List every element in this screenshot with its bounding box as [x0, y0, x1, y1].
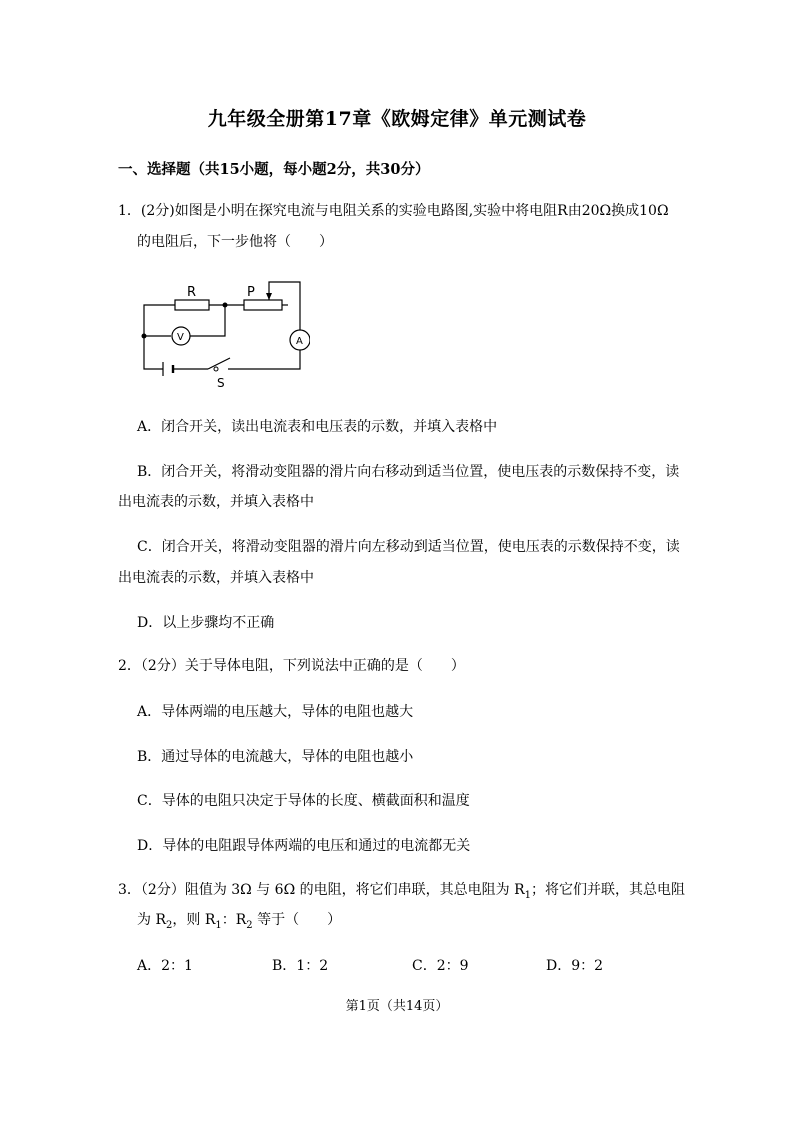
- question-1-stem-line2: 的电阻后，下一步他将（ ）: [137, 234, 333, 250]
- resistor-r-label: R: [187, 285, 197, 300]
- q2-option-d: D．导体的电阻跟导体两端的电压和通过的电流都无关: [137, 838, 471, 854]
- resistor-r: [175, 300, 209, 310]
- q2-option-b: B．通过导体的电流越大，导体的电阻也越小: [137, 749, 414, 765]
- q1-option-a: A．闭合开关，读出电流表和电压表的示数，并填入表格中: [137, 419, 498, 435]
- section-heading: 一、选择题（共15小题，每小题2分，共30分）: [118, 161, 430, 178]
- ammeter-label: A: [296, 336, 303, 347]
- q1-option-b-line2: 出电流表的示数，并填入表格中: [118, 494, 314, 510]
- q1-option-b-line1: B．闭合开关，将滑动变阻器的滑片向右移动到适当位置，使电压表的示数保持不变，读: [137, 464, 680, 480]
- switch: [208, 358, 230, 369]
- q1-option-c-line2: 出电流表的示数，并填入表格中: [118, 570, 314, 586]
- q3-option-a: A．2：1: [137, 958, 193, 974]
- page-footer: 第1页（共14页）: [345, 999, 449, 1014]
- page-title: 九年级全册第17章《欧姆定律》单元测试卷: [207, 108, 587, 130]
- question-1-stem-line1: 1．(2分)如图是小明在探究电流与电阻关系的实验电路图,实验中将电阻R由20Ω换成10Ω: [118, 203, 669, 219]
- question-3-stem-line2: 为 $R_2$，则 $R_1$：$R_2$ 等于（ ）: [137, 912, 342, 931]
- rheostat-p-label: P: [247, 285, 255, 300]
- circuit-diagram: [130, 278, 310, 388]
- q1-option-d: D．以上步骤均不正确: [137, 615, 275, 631]
- question-3-stem-line1: 3．（2分）阻值为 3Ω 与 6Ω 的电阻，将它们串联，其总电阻为 $R_1$；将它们并联，其总电阻: [118, 882, 686, 901]
- voltmeter-label: V: [177, 332, 184, 343]
- question-2-stem: 2．（2分）关于导体电阻，下列说法中正确的是（ ）: [118, 658, 465, 674]
- q3-option-b: B．1：2: [272, 958, 329, 974]
- q3-option-c: C．2：9: [412, 958, 469, 974]
- q2-option-c: C．导体的电阻只决定于导体的长度、横截面积和温度: [137, 793, 470, 809]
- q3-option-d: D．9：2: [546, 958, 604, 974]
- switch-s-label: S: [217, 376, 225, 388]
- rheostat: [244, 300, 282, 310]
- q2-option-a: A．导体两端的电压越大，导体的电阻也越大: [137, 704, 414, 720]
- q1-option-c-line1: C．闭合开关，将滑动变阻器的滑片向左移动到适当位置，使电压表的示数保持不变，读: [137, 539, 680, 555]
